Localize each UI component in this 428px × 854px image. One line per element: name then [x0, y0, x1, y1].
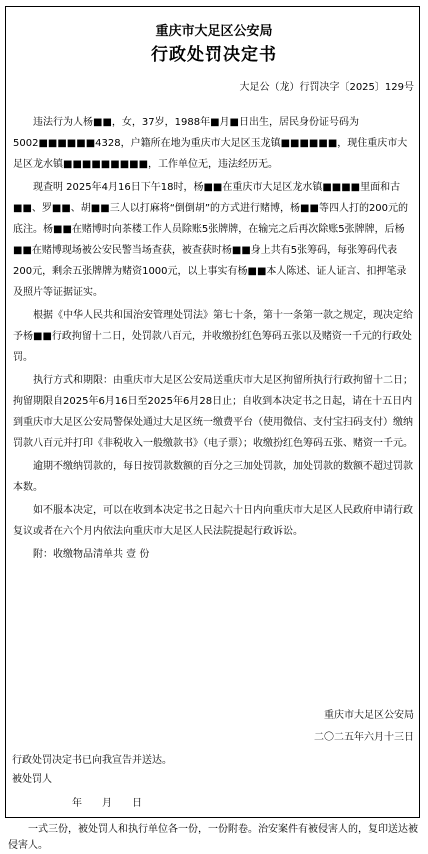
receipt-date-line: 年 月 日	[72, 798, 142, 809]
document-body	[13, 112, 414, 565]
paragraph-late-fee: 逾期不缴纳罚款的，每日按罚款数额的百分之三加处罚款，加处罚款的数额不超过罚款本数。	[13, 461, 413, 493]
paragraph-appeal: 如不服本决定，可以在收到本决定书之日起六十日内向重庆市大足区人民政府申请行政复议或者在六个月内依法向重庆市大足区人民法院提起行政诉讼。	[13, 505, 413, 537]
receipt-line: 行政处罚决定书已向我宣告并送达。	[12, 755, 172, 766]
signature-date: 二〇二五年六月十三日	[314, 732, 414, 743]
footnote: 一式三份，被处罚人和执行单位各一份，一份附卷。治安案件有被侵害人的，复印送达被侵害人。	[8, 824, 418, 851]
document-number: 大足公（龙）行罚决字〔2025〕129号	[239, 82, 414, 93]
paragraph-decision: 根据《中华人民共和国治安管理处罚法》第七十条，第十一条第一款之规定，现决定给予杨■■行政拘留十二日，处罚款八百元，并收缴扮红色筹码五张以及赌资一千元的行政处罚。	[13, 310, 413, 363]
agency-title: 重庆市大足区公安局	[155, 24, 273, 39]
paragraph-facts: 现查明 2025年4月16日下午18时，杨■■在重庆市大足区龙水镇■■■■里面和古■■、罗■■、胡■■三人以打麻将“倒倒胡”的方式进行赌博，杨■■等四人打的200元的底注。杨■■在赌博时向茶楼工作人员除账5张牌牌，在输完之后再次除账5张牌牌，后杨■■在赌博现场被公安民警当场查获，被查获时杨■■身上共有5张筹码，每张筹码代表200元，剩余五张牌牌为赌资1000元，以上事实有杨■■本人陈述、证人证言、扣押笔录及照片等证据证实。	[13, 182, 409, 298]
receipt-recipient-label: 被处罚人	[12, 774, 52, 785]
signature-agency: 重庆市大足区公安局	[324, 710, 414, 721]
paragraph-offender: 违法行为人杨■■，女，37岁，1988年■月■日出生，居民身份证号码为5002■■■■■■4328，户籍所在地为重庆市大足区玉龙镇■■■■■■，现住重庆市大足区龙水镇■■■■■■■■■，工作单位无，违法经历无。	[13, 117, 408, 170]
document-title: 行政处罚决定书	[151, 45, 277, 65]
paragraph-execution: 执行方式和期限：由重庆市大足区公安局送重庆市大足区拘留所执行行政拘留十二日；拘留期限自2025年6月16日至2025年6月28日止；自收到本决定书之日起，请在十五日内到重庆市大足区公安局警保处通过大足区统一缴费平台（使用微信、支付宝扫码支付）缴纳罚款八百元并打印《非税收入一般缴款书》（电子票）；收缴扮红色筹码五张、赌资一千元。	[13, 375, 413, 449]
paragraph-attachment: 附：收缴物品清单共 壹 份	[33, 549, 150, 560]
